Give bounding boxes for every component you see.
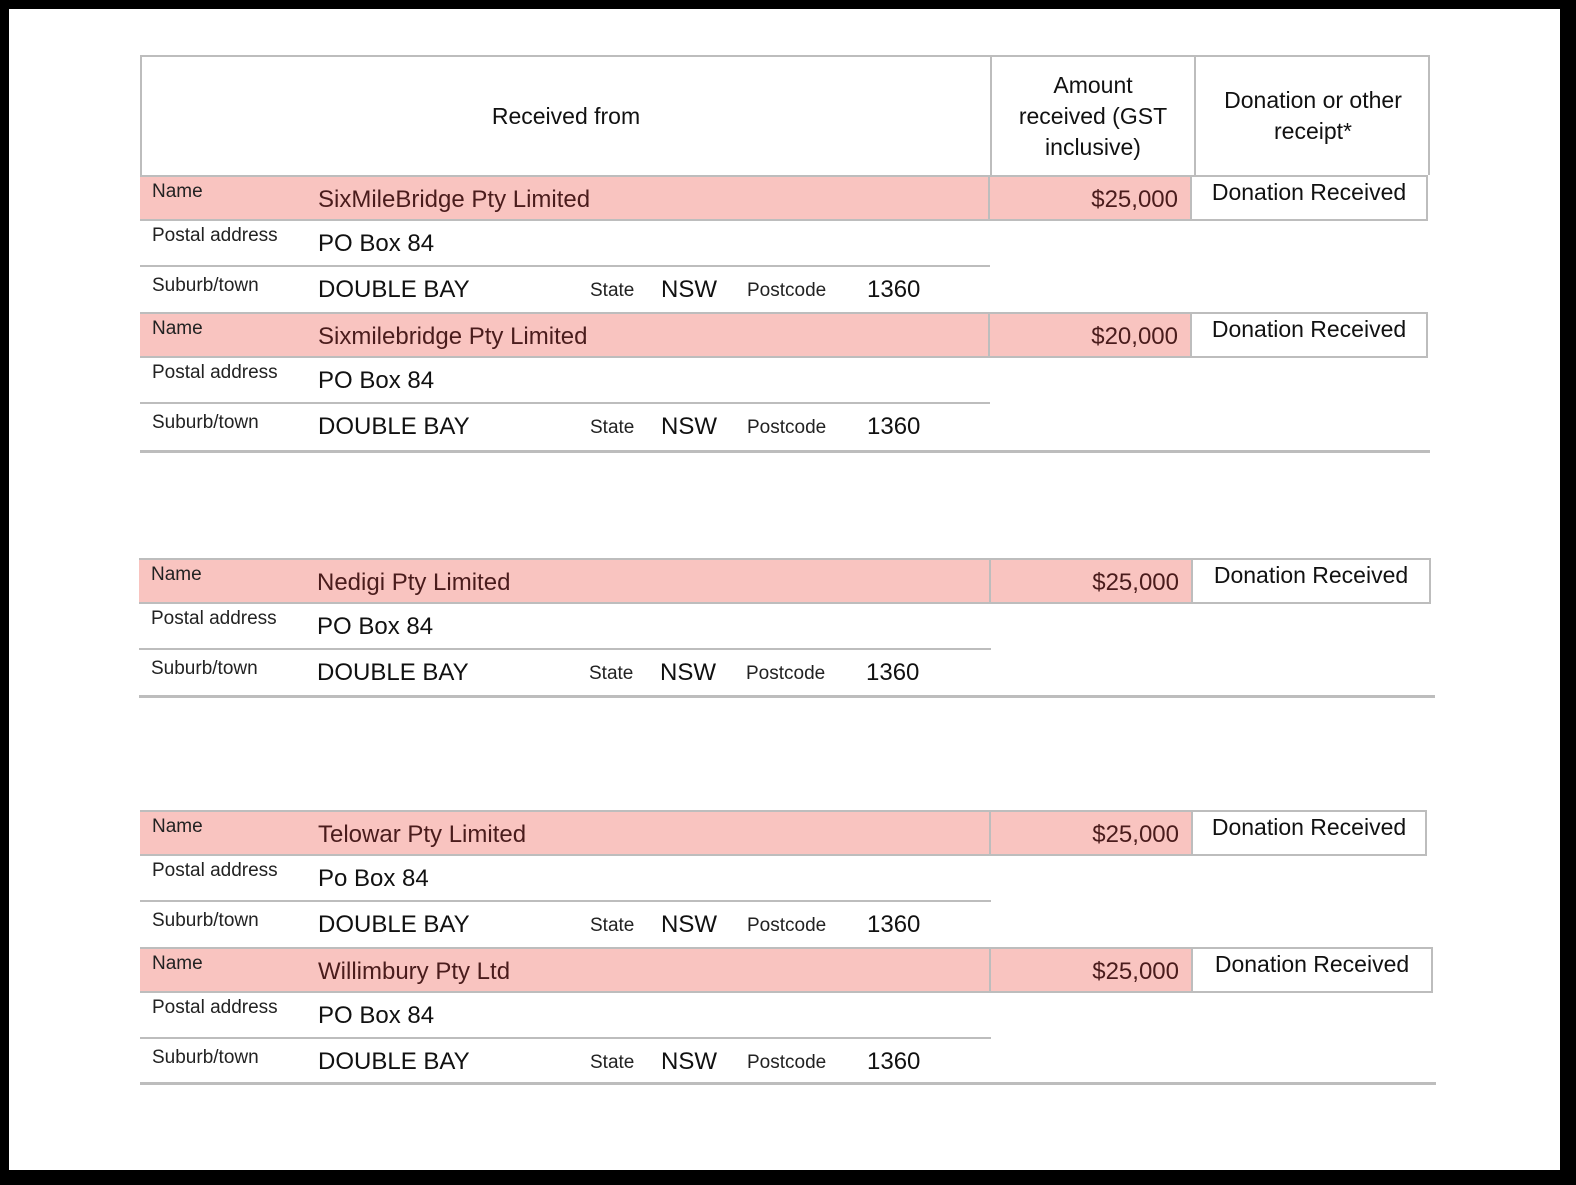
name-label: Name	[152, 816, 203, 837]
record-postal-row	[140, 358, 990, 404]
state-label: State	[589, 663, 634, 684]
name-label: Name	[152, 318, 203, 339]
state: NSW	[661, 413, 717, 440]
postal-label: Postal address	[152, 860, 278, 881]
name-label: Name	[152, 953, 203, 974]
table-header	[140, 55, 1430, 175]
postal-label: Postal address	[152, 362, 278, 383]
postal-label: Postal address	[152, 225, 278, 246]
record-name-row	[139, 558, 991, 604]
postal-address: PO Box 84	[318, 230, 435, 257]
receipt-type-cell: Donation Received	[1191, 947, 1433, 993]
amount-cell: $25,000	[989, 947, 1193, 993]
donor-name: Willimbury Pty Ltd	[318, 958, 511, 985]
postcode-label: Postcode	[746, 663, 826, 684]
record-postal-row	[140, 993, 991, 1039]
donor-name: Nedigi Pty Limited	[317, 569, 511, 596]
state-label: State	[590, 417, 635, 438]
record-postal-row	[140, 856, 991, 902]
suburb: DOUBLE BAY	[318, 276, 470, 303]
record-name-row	[140, 947, 991, 993]
amount-cell: $25,000	[989, 810, 1193, 856]
suburb-label: Suburb/town	[152, 275, 259, 296]
name-label: Name	[152, 181, 203, 202]
postcode: 1360	[867, 1048, 921, 1075]
header-receipt-type-text: Donation or other receipt*	[1224, 87, 1402, 144]
receipt-type-cell: Donation Received	[1191, 558, 1431, 604]
suburb-label: Suburb/town	[152, 910, 259, 931]
postcode: 1360	[867, 413, 921, 440]
header-amount	[990, 57, 1194, 175]
record-suburb-row	[139, 650, 991, 696]
donor-name: Sixmilebridge Pty Limited	[318, 323, 588, 350]
record-postal-row	[140, 221, 990, 267]
postcode: 1360	[867, 276, 921, 303]
record-name-row	[140, 312, 990, 358]
suburb-label: Suburb/town	[152, 1047, 259, 1068]
postcode: 1360	[867, 911, 921, 938]
record-name-row	[140, 810, 991, 856]
receipt-type-cell: Donation Received	[1190, 175, 1428, 221]
group-bottom-border	[140, 1082, 1436, 1085]
donor-name: SixMileBridge Pty Limited	[318, 186, 591, 213]
record-suburb-row	[140, 404, 990, 450]
postal-label: Postal address	[152, 997, 278, 1018]
postal-label: Postal address	[151, 608, 277, 629]
postal-address: PO Box 84	[317, 613, 434, 640]
amount-cell: $25,000	[988, 175, 1192, 221]
header-received-from-text: Received from	[491, 102, 641, 129]
receipt-type-cell: Donation Received	[1191, 810, 1427, 856]
suburb-label: Suburb/town	[151, 658, 258, 679]
record-postal-row	[139, 604, 991, 650]
postal-address: PO Box 84	[318, 367, 435, 394]
postal-address: Po Box 84	[318, 865, 429, 892]
amount-cell: $20,000	[988, 312, 1192, 358]
suburb-label: Suburb/town	[152, 412, 259, 433]
records-group-2	[139, 558, 1435, 700]
postcode-label: Postcode	[747, 280, 827, 301]
postcode-label: Postcode	[747, 417, 827, 438]
suburb: DOUBLE BAY	[318, 911, 470, 938]
state: NSW	[660, 659, 716, 686]
amount-cell: $25,000	[989, 558, 1193, 604]
group-bottom-border	[140, 450, 1430, 453]
header-received-from	[142, 57, 990, 175]
receipt-type-cell: Donation Received	[1190, 312, 1428, 358]
postcode-label: Postcode	[747, 1052, 827, 1073]
header-receipt-type	[1194, 57, 1430, 175]
records-group-3	[140, 810, 1436, 1088]
state-label: State	[590, 915, 635, 936]
record-name-row	[140, 175, 990, 221]
record-suburb-row	[140, 267, 990, 313]
record-suburb-row	[140, 1039, 991, 1085]
header-amount-text: Amount received (GST inclusive)	[1018, 71, 1168, 160]
suburb: DOUBLE BAY	[318, 413, 470, 440]
state: NSW	[661, 276, 717, 303]
group-bottom-border	[139, 695, 1435, 698]
suburb: DOUBLE BAY	[317, 659, 469, 686]
record-suburb-row	[140, 902, 991, 948]
donor-name: Telowar Pty Limited	[318, 821, 527, 848]
state-label: State	[590, 280, 635, 301]
state-label: State	[590, 1052, 635, 1073]
records-group-1	[140, 175, 1430, 455]
state: NSW	[661, 911, 717, 938]
postal-address: PO Box 84	[318, 1002, 435, 1029]
postcode-label: Postcode	[747, 915, 827, 936]
postcode: 1360	[866, 659, 920, 686]
suburb: DOUBLE BAY	[318, 1048, 470, 1075]
name-label: Name	[151, 564, 202, 585]
state: NSW	[661, 1048, 717, 1075]
document-page	[9, 9, 1560, 1170]
